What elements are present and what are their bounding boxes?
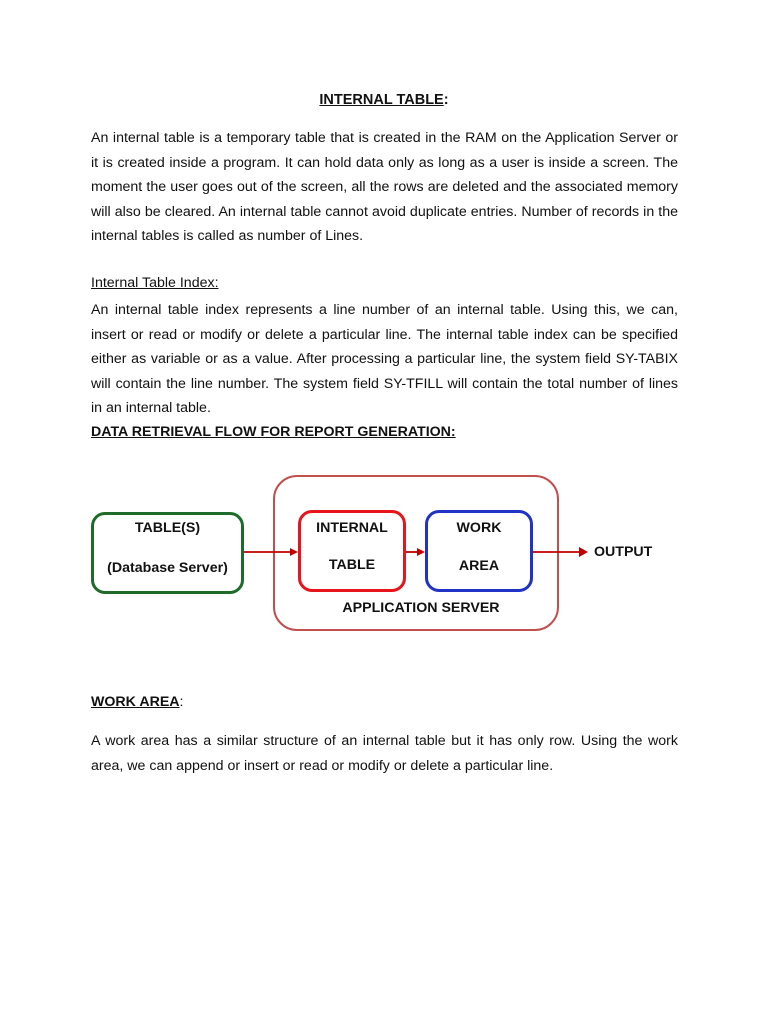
application-server-label: APPLICATION SERVER xyxy=(342,600,500,616)
work-area-heading-text: WORK AREA xyxy=(91,694,180,710)
tables-label-line2: (Database Server) xyxy=(107,560,228,576)
internal-label-line1: INTERNAL xyxy=(316,520,388,536)
tables-label-line1: TABLE(S) xyxy=(134,520,201,536)
intro-paragraph: An internal table is a temporary table that is created in the RAM on the Application Server or it is created inside a program. It can hold data only as long as a user is inside a screen. The moment the user goes out of the screen, all the rows are deleted and the associated memory will also be cleared. An internal table cannot avoid duplicate entries. Number of records in the internal tables is called as number of Lines. xyxy=(91,130,678,245)
work-area-paragraph: A work area has a similar structure of an internal table but it has only row. Using the work area, we can append or insert or read or modify or delete a particular line. xyxy=(91,733,678,774)
output-label: OUTPUT xyxy=(594,544,653,560)
internal-label-line2: TABLE xyxy=(328,557,376,573)
flow-heading: DATA RETRIEVAL FLOW FOR REPORT GENERATION: xyxy=(91,424,456,440)
title-text: INTERNAL TABLE xyxy=(319,92,444,108)
arrowhead-work-to-output xyxy=(579,547,588,557)
title-colon: : xyxy=(443,92,449,108)
index-heading: Internal Table Index: xyxy=(91,275,219,291)
work-label-line2: AREA xyxy=(458,558,500,574)
work-area-heading xyxy=(91,694,184,710)
work-area-heading-colon: : xyxy=(179,694,184,710)
index-paragraph: An internal table index represents a line number of an internal table. Using this, we can, insert or read or modify or delete a particular line. The internal table index can be specified either as variable or as a value. After processing a particular line, the system field SY-TABIX will contain the line number. The system field SY-TFILL will contain the total number of lines in an internal table. xyxy=(91,302,678,417)
work-label-line1: WORK xyxy=(456,520,502,536)
page-title xyxy=(0,92,768,108)
